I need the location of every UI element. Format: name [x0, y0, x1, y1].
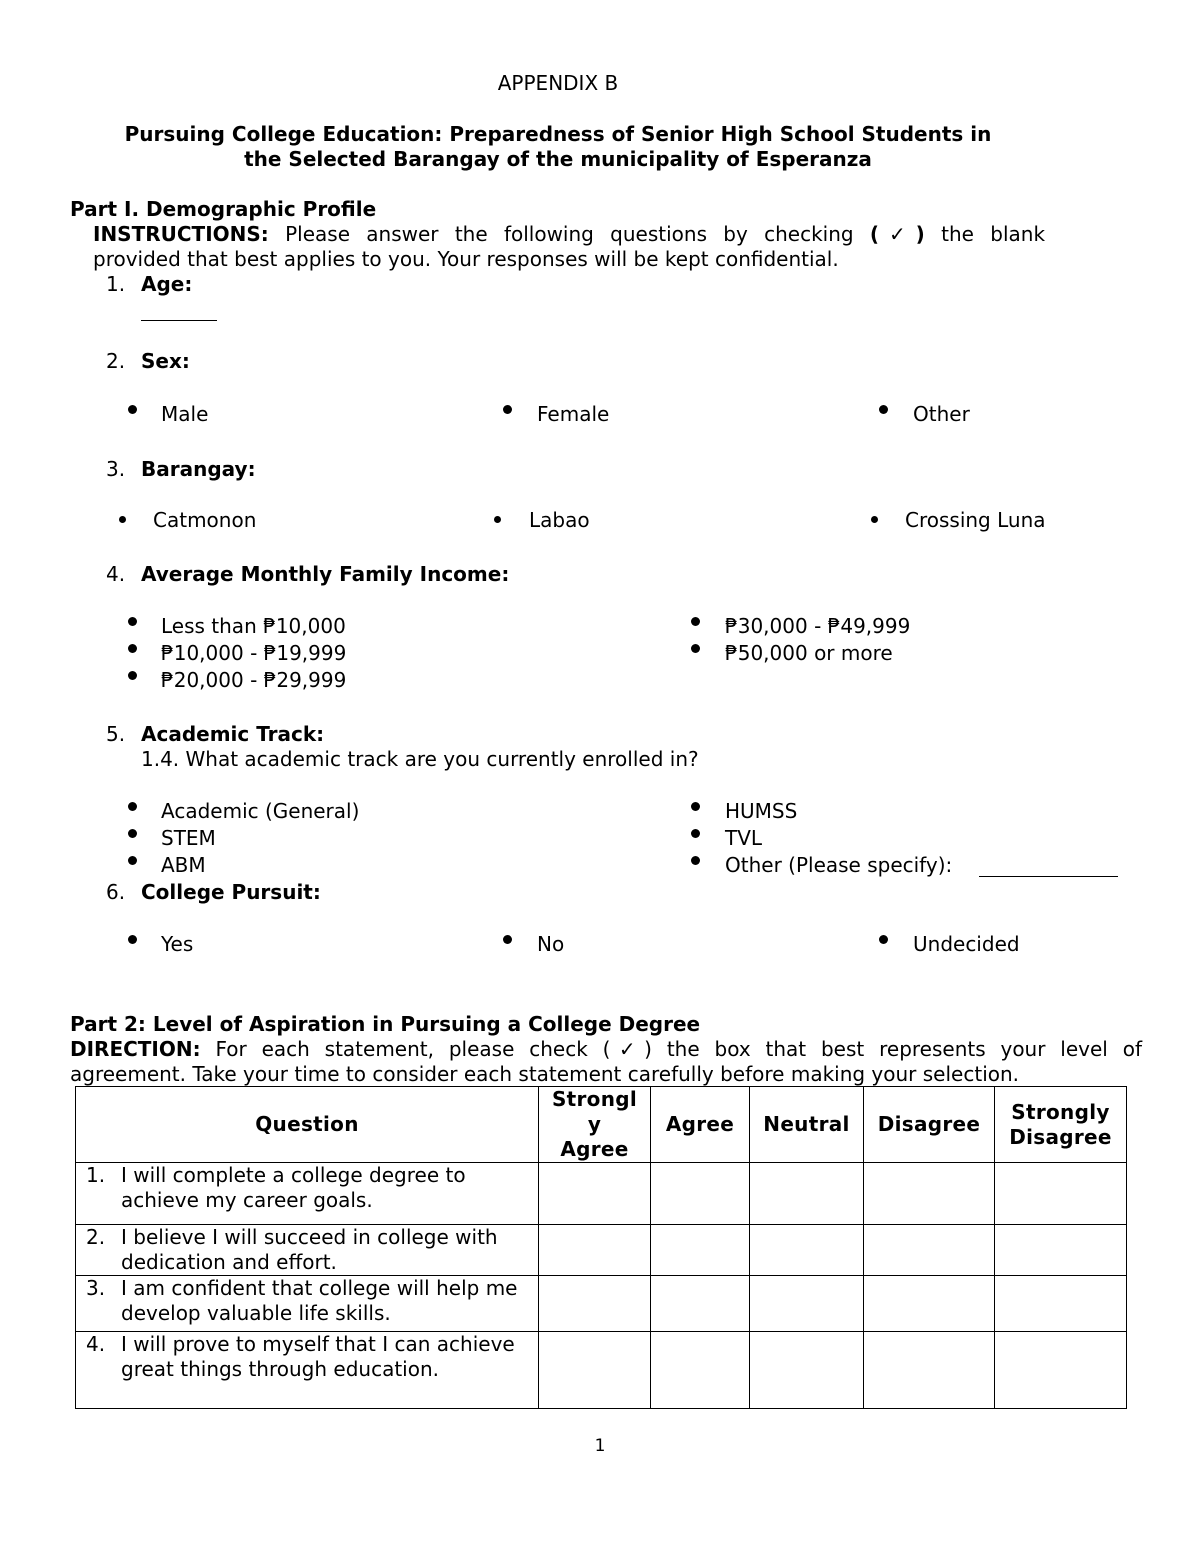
- checkbox-strongly-agree[interactable]: [539, 1332, 651, 1409]
- bullet-icon[interactable]: [128, 935, 137, 944]
- checkbox-strongly-disagree[interactable]: [995, 1276, 1127, 1332]
- option-stem: STEM: [161, 826, 216, 850]
- checkbox-agree[interactable]: [651, 1276, 750, 1332]
- option-income-4: ₱30,000 - ₱49,999: [725, 614, 911, 638]
- bullet-icon[interactable]: [128, 671, 137, 680]
- checkbox-disagree[interactable]: [864, 1276, 995, 1332]
- checkbox-strongly-disagree[interactable]: [995, 1163, 1127, 1225]
- checkbox-disagree[interactable]: [864, 1163, 995, 1225]
- age-blank[interactable]: [141, 320, 217, 321]
- checkbox-disagree[interactable]: [864, 1225, 995, 1276]
- bullet-icon[interactable]: [503, 405, 512, 414]
- checkbox-neutral[interactable]: [750, 1163, 864, 1225]
- option-crossing-luna: Crossing Luna: [905, 508, 1046, 532]
- college-pursuit-label: College Pursuit:: [141, 880, 321, 904]
- bullet-icon[interactable]: [691, 856, 700, 865]
- check-mark: (✓): [869, 222, 925, 246]
- bullet-icon[interactable]: [691, 644, 700, 653]
- row-number: 1.: [86, 1163, 106, 1187]
- option-abm: ABM: [161, 853, 206, 877]
- option-catmonon: Catmonon: [153, 508, 257, 532]
- bullet-icon[interactable]: [871, 516, 878, 523]
- bullet-icon[interactable]: [128, 856, 137, 865]
- question-number: 2.: [106, 349, 126, 373]
- question-cell: [76, 1163, 539, 1225]
- question-number: 4.: [106, 562, 126, 586]
- instructions-line-2: provided that best applies to you. Your responses will be kept confidential.: [93, 247, 839, 271]
- question-cell: [76, 1225, 539, 1276]
- question-number: 1.: [106, 272, 126, 296]
- bullet-icon[interactable]: [691, 802, 700, 811]
- part2-direction: [70, 1036, 1142, 1062]
- bullet-icon[interactable]: [691, 617, 700, 626]
- bullet-icon[interactable]: [128, 829, 137, 838]
- table-header-row: [76, 1087, 1127, 1163]
- header-strongly-agree: [539, 1087, 651, 1163]
- option-income-5: ₱50,000 or more: [725, 641, 893, 665]
- header-strongly-disagree: [995, 1087, 1127, 1163]
- bullet-icon[interactable]: [879, 405, 888, 414]
- direction-line-2: agreement. Take your time to consider each statement carefully before making your selection.: [70, 1062, 1020, 1086]
- checkbox-agree[interactable]: [651, 1332, 750, 1409]
- bullet-icon[interactable]: [119, 516, 126, 523]
- table-row: [76, 1225, 1127, 1276]
- question-number: 5.: [106, 722, 126, 746]
- checkbox-strongly-agree[interactable]: [539, 1276, 651, 1332]
- checkbox-strongly-disagree[interactable]: [995, 1225, 1127, 1276]
- checkbox-agree[interactable]: [651, 1225, 750, 1276]
- row-number: 4.: [86, 1332, 106, 1356]
- header-strongly-disagree-line1: Strongly: [1011, 1099, 1110, 1124]
- page-number: 1: [594, 1436, 606, 1456]
- question-number: 6.: [106, 880, 126, 904]
- bullet-icon[interactable]: [128, 617, 137, 626]
- question-text: I am confident that college will help me develop valuable life skills.: [121, 1276, 518, 1325]
- option-no: No: [537, 932, 565, 956]
- question-number: 3.: [106, 457, 126, 481]
- barangay-label: Barangay:: [141, 457, 256, 481]
- header-strongly-agree-line3: Agree: [560, 1137, 629, 1161]
- option-income-3: ₱20,000 - ₱29,999: [161, 668, 347, 692]
- bullet-icon[interactable]: [494, 516, 501, 523]
- option-male: Male: [161, 402, 209, 426]
- option-tvl: TVL: [725, 826, 763, 850]
- question-text: I will complete a college degree to achieve my career goals.: [121, 1163, 466, 1212]
- instructions-text-a: Please answer the following questions by checking: [285, 222, 854, 246]
- bullet-icon[interactable]: [128, 405, 137, 414]
- bullet-icon[interactable]: [128, 802, 137, 811]
- question-text: I will prove to myself that I can achieve great things through education.: [121, 1332, 515, 1381]
- option-humss: HUMSS: [725, 799, 798, 823]
- instructions-label: INSTRUCTIONS:: [93, 222, 269, 246]
- appendix-label: APPENDIX B: [497, 71, 619, 95]
- option-income-1: Less than ₱10,000: [161, 614, 346, 638]
- other-specify-blank[interactable]: [979, 876, 1118, 877]
- direction-label: DIRECTION:: [70, 1037, 201, 1061]
- part1-instructions: [93, 221, 1045, 247]
- bullet-icon[interactable]: [879, 935, 888, 944]
- checkbox-neutral[interactable]: [750, 1225, 864, 1276]
- likert-table: [75, 1086, 1127, 1409]
- option-income-2: ₱10,000 - ₱19,999: [161, 641, 347, 665]
- bullet-icon[interactable]: [503, 935, 512, 944]
- checkbox-neutral[interactable]: [750, 1332, 864, 1409]
- part2-heading: Part 2: Level of Aspiration in Pursuing a College Degree: [70, 1012, 701, 1036]
- checkbox-agree[interactable]: [651, 1163, 750, 1225]
- checkbox-strongly-disagree[interactable]: [995, 1332, 1127, 1409]
- document-title-line-1: Pursuing College Education: Preparedness of Senior High School Students in: [124, 122, 992, 146]
- option-undecided: Undecided: [913, 932, 1020, 956]
- header-strongly-agree-line2: y: [587, 1112, 602, 1136]
- table-row: [76, 1163, 1127, 1225]
- header-strongly-agree-line1: Strongl: [551, 1087, 638, 1111]
- header-strongly-disagree-line2: Disagree: [1009, 1124, 1112, 1149]
- row-number: 3.: [86, 1276, 106, 1300]
- question-cell: [76, 1276, 539, 1332]
- header-question: Question: [76, 1087, 539, 1163]
- option-other-specify: Other (Please specify):: [725, 853, 953, 877]
- sex-label: Sex:: [141, 349, 190, 373]
- academic-track-subquestion: 1.4. What academic track are you currently enrolled in?: [141, 747, 699, 771]
- header-neutral: Neutral: [750, 1087, 864, 1163]
- row-number: 2.: [86, 1225, 106, 1249]
- option-female: Female: [537, 402, 610, 426]
- checkbox-neutral[interactable]: [750, 1276, 864, 1332]
- income-label: Average Monthly Family Income:: [141, 562, 510, 586]
- part1-heading: Part I. Demographic Profile: [70, 197, 377, 221]
- instructions-text-b: the blank: [941, 222, 1046, 246]
- checkbox-strongly-agree[interactable]: [539, 1163, 651, 1225]
- header-agree: Agree: [651, 1087, 750, 1163]
- option-yes: Yes: [161, 932, 194, 956]
- academic-track-label: Academic Track:: [141, 722, 325, 746]
- checkbox-strongly-agree[interactable]: [539, 1225, 651, 1276]
- bullet-icon[interactable]: [691, 829, 700, 838]
- question-cell: [76, 1332, 539, 1409]
- table-row: [76, 1332, 1127, 1409]
- header-disagree: Disagree: [864, 1087, 995, 1163]
- question-text: I believe I will succeed in college with dedication and effort.: [121, 1225, 498, 1274]
- age-label: Age:: [141, 272, 193, 296]
- option-other: Other: [913, 402, 970, 426]
- direction-text: For each statement, please check (✓) the box that best represents your level of: [215, 1037, 1142, 1061]
- option-labao: Labao: [529, 508, 590, 532]
- bullet-icon[interactable]: [128, 644, 137, 653]
- table-row: [76, 1276, 1127, 1332]
- option-academic-general: Academic (General): [161, 799, 360, 823]
- document-title-line-2: the Selected Barangay of the municipality of Esperanza: [244, 147, 872, 171]
- checkbox-disagree[interactable]: [864, 1332, 995, 1409]
